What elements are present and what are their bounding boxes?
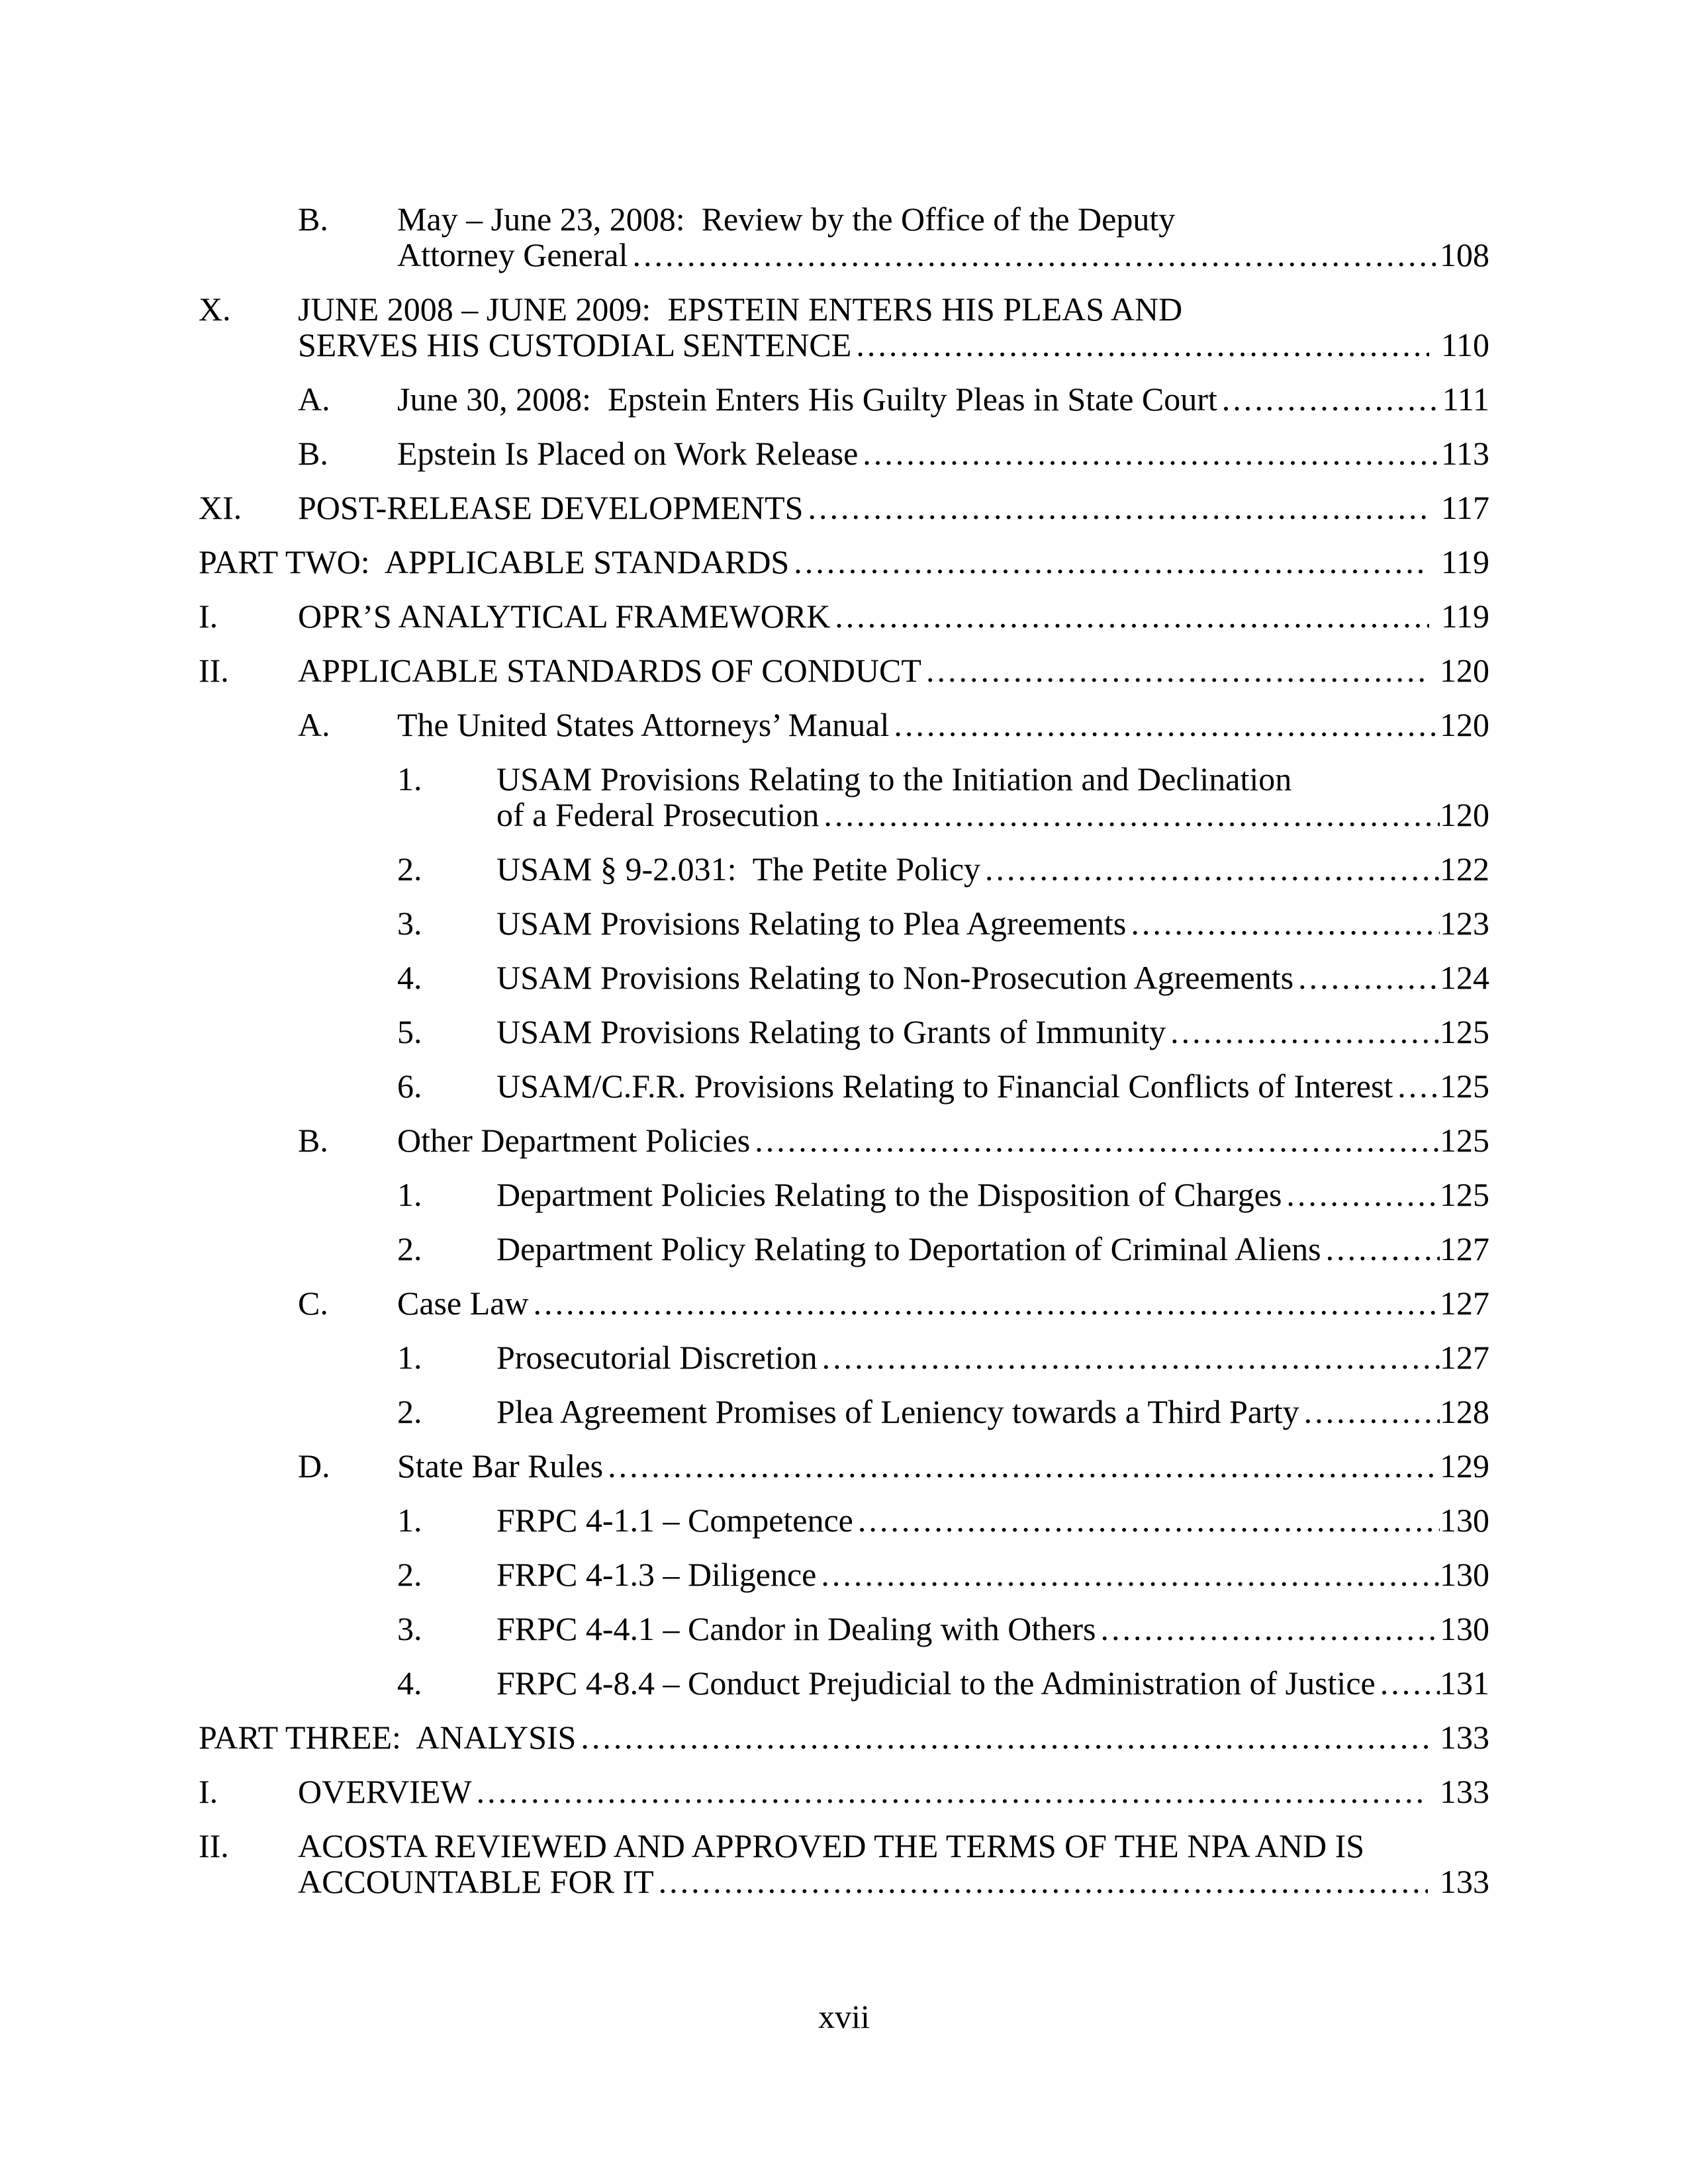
page-footer [0, 1999, 1688, 2034]
toc-entry-line [496, 797, 1489, 833]
toc-entry-line [397, 435, 1489, 471]
toc-entry-line [397, 381, 1489, 417]
toc-entry-body [298, 1828, 1489, 1899]
toc-entry-line [397, 707, 1489, 743]
toc-entry-label: X. [199, 291, 231, 328]
dot-leader [921, 653, 1428, 688]
dot-leader [1321, 1231, 1440, 1267]
dot-leader [889, 707, 1440, 743]
dot-leader [1393, 1068, 1440, 1104]
toc-entry-line: May – June 23, 2008: Review by the Office of the Deputy [397, 201, 1176, 238]
toc-entry [199, 1231, 1489, 1267]
toc-entry-line: JUNE 2008 – JUNE 2009: EPSTEIN ENTERS HIS PLEAS AND [298, 291, 1183, 328]
toc-entry-text: FRPC 4-4.1 – Candor in Dealing with Others [496, 1610, 1096, 1647]
toc-entry-page-number: 117 [1440, 489, 1489, 526]
toc-entry-page-number: 125 [1440, 1068, 1489, 1105]
toc-entry-page-number: 133 [1440, 1719, 1489, 1756]
toc-entry-text: POST-RELEASE DEVELOPMENTS [298, 489, 804, 526]
dot-leader [830, 598, 1429, 634]
toc-entry-body [199, 1719, 1489, 1755]
toc-entry-body [397, 707, 1489, 743]
dot-leader [576, 1719, 1428, 1755]
toc-entry-label: II. [199, 652, 229, 689]
toc-entry-text: The United States Attorneys’ Manual [397, 706, 890, 743]
toc-entry [199, 1122, 1489, 1158]
toc-entry [199, 1665, 1489, 1701]
toc-entry-text: USAM § 9-2.031: The Petite Policy [496, 850, 981, 887]
toc-entry-line [199, 544, 1489, 580]
toc-entry-line: USAM Provisions Relating to the Initiation and Declination [496, 760, 1292, 797]
toc-entry-text: FRPC 4-1.3 – Diligence [496, 1556, 817, 1593]
toc-entry-page-number: 122 [1440, 850, 1489, 887]
dot-leader [819, 797, 1440, 833]
toc-entry-line [298, 598, 1489, 634]
toc-entry-line [496, 851, 1489, 887]
toc-entry-line [298, 327, 1489, 363]
toc-entry-line [496, 1502, 1489, 1538]
toc-entry-text: USAM Provisions Relating to Plea Agreements [496, 905, 1127, 942]
dot-leader [858, 435, 1441, 471]
toc-entry-text: SERVES HIS CUSTODIAL SENTENCE [298, 326, 852, 363]
toc-entry-page-number: 125 [1440, 1122, 1489, 1159]
toc-entry-page-number: 120 [1440, 796, 1489, 833]
toc-entry-line [496, 1068, 1489, 1104]
toc-entry-line [496, 1231, 1489, 1267]
dot-leader [750, 1122, 1440, 1158]
toc-entry-page-number: 119 [1440, 598, 1489, 635]
toc-entry [199, 1340, 1489, 1375]
toc-entry [199, 707, 1489, 743]
dot-leader [1096, 1611, 1440, 1647]
toc-entry-text: USAM/C.F.R. Provisions Relating to Financial Conflicts of Interest [496, 1068, 1393, 1105]
toc-entry-text: PART TWO: APPLICABLE STANDARDS [199, 543, 790, 580]
toc-entry-body [496, 1394, 1489, 1430]
toc-entry-body [496, 1665, 1489, 1701]
toc-entry-page-number: 130 [1440, 1610, 1489, 1647]
toc-entry [199, 761, 1489, 833]
toc-entry-label: 2. [397, 1556, 422, 1593]
toc-entry [199, 435, 1489, 471]
toc-entry-label: B. [298, 201, 328, 238]
toc-entry-page-number: 119 [1440, 543, 1489, 580]
toc-entry-text: Case Law [397, 1285, 529, 1322]
toc-entry-label: C. [298, 1285, 328, 1322]
toc-entry-body [298, 598, 1489, 634]
toc-entry-page-number: 125 [1440, 1013, 1489, 1050]
toc-entry-line [199, 1719, 1489, 1755]
toc-entry-text: Attorney General [397, 236, 628, 273]
toc-entry-label: 4. [397, 1664, 422, 1702]
toc-entry-page-number: 130 [1440, 1556, 1489, 1593]
toc-entry-page-number: 133 [1440, 1773, 1489, 1810]
toc-entry [199, 1068, 1489, 1104]
toc-entry-line [397, 237, 1489, 273]
toc-entry-body [496, 905, 1489, 941]
dot-leader [1166, 1014, 1440, 1050]
toc-entry-text: June 30, 2008: Epstein Enters His Guilty Pleas in State Court [397, 381, 1217, 418]
toc-entry-body [496, 1014, 1489, 1050]
toc-entry [199, 1774, 1489, 1809]
toc-entry [199, 201, 1489, 273]
toc-entry-line [496, 1611, 1489, 1647]
toc-entry-line [397, 1285, 1489, 1321]
dot-leader [803, 490, 1429, 525]
dot-leader [603, 1448, 1440, 1484]
toc-entry-label: XI. [199, 489, 242, 526]
toc-entry-line [496, 1340, 1489, 1375]
dot-leader [789, 544, 1429, 580]
toc-entry-text: FRPC 4-8.4 – Conduct Prejudicial to the Administration of Justice [496, 1664, 1376, 1702]
dot-leader [980, 851, 1440, 887]
toc-entry-body [298, 1774, 1489, 1809]
toc-entry-body [397, 1448, 1489, 1484]
toc-entry-page-number: 127 [1440, 1285, 1489, 1322]
toc-entry-line [298, 1774, 1489, 1809]
toc-entry-body [496, 1557, 1489, 1592]
toc-entry-label: 1. [397, 760, 422, 797]
toc-entry-body [397, 1285, 1489, 1321]
toc-entry [199, 291, 1489, 363]
toc-entry-page-number: 111 [1442, 381, 1489, 418]
toc-entry [199, 905, 1489, 941]
dot-leader [1299, 1394, 1440, 1430]
toc-entry-body [298, 291, 1489, 363]
toc-entry-body [298, 653, 1489, 688]
toc-entry-body [496, 1177, 1489, 1212]
toc-entry-text: OPR’S ANALYTICAL FRAMEWORK [298, 598, 831, 635]
toc-entry-text: Department Policies Relating to the Disposition of Charges [496, 1176, 1282, 1213]
toc-entry-body [496, 1611, 1489, 1647]
toc-entry-line [496, 1557, 1489, 1592]
dot-leader [1376, 1665, 1440, 1701]
toc-entry-text: APPLICABLE STANDARDS OF CONDUCT [298, 652, 921, 689]
toc-entry-body [397, 381, 1489, 417]
toc-entry [199, 653, 1489, 688]
toc-entry [199, 1557, 1489, 1592]
toc-entry [199, 1828, 1489, 1899]
toc-entry-text: Department Policy Relating to Deportation of Criminal Aliens [496, 1230, 1321, 1267]
dot-leader [1293, 960, 1440, 995]
toc-entry-page-number: 120 [1440, 706, 1489, 743]
toc-entry-text: Epstein Is Placed on Work Release [397, 435, 859, 472]
toc-entry-page-number: 128 [1440, 1393, 1489, 1430]
toc-entry [199, 851, 1489, 887]
toc-entry-label: 3. [397, 1610, 422, 1647]
table-of-contents [199, 201, 1489, 1899]
toc-entry-label: 1. [397, 1502, 422, 1539]
toc-entry-label: I. [199, 598, 218, 635]
dot-leader [654, 1864, 1428, 1899]
toc-entry-page-number: 127 [1440, 1230, 1489, 1267]
toc-entry-page-number: 125 [1440, 1176, 1489, 1213]
toc-entry-text: of a Federal Prosecution [496, 796, 820, 833]
toc-entry [199, 544, 1489, 580]
toc-entry-line [298, 1864, 1489, 1899]
toc-entry-line [496, 905, 1489, 941]
toc-entry-page-number: 127 [1440, 1339, 1489, 1376]
toc-entry [199, 1177, 1489, 1212]
toc-entry-text: Other Department Policies [397, 1122, 751, 1159]
toc-entry-label: B. [298, 435, 328, 472]
toc-entry-line [496, 1665, 1489, 1701]
toc-entry-body [496, 851, 1489, 887]
toc-entry-line [397, 1448, 1489, 1484]
toc-entry-line [496, 1014, 1489, 1050]
toc-entry-body [496, 1068, 1489, 1104]
toc-entry-text: USAM Provisions Relating to Grants of Immunity [496, 1013, 1166, 1050]
toc-entry [199, 1448, 1489, 1484]
toc-entry [199, 1502, 1489, 1538]
dot-leader [472, 1774, 1428, 1809]
toc-entry-line [397, 1122, 1489, 1158]
dot-leader [853, 1502, 1440, 1538]
toc-entry [199, 1611, 1489, 1647]
toc-entry-text: USAM Provisions Relating to Non-Prosecution Agreements [496, 959, 1294, 996]
toc-entry-body [397, 1122, 1489, 1158]
toc-entry-label: II. [199, 1827, 229, 1864]
toc-entry [199, 1285, 1489, 1321]
toc-entry-label: 4. [397, 959, 422, 996]
toc-entry-text: FRPC 4-1.1 – Competence [496, 1502, 853, 1539]
toc-entry-label: A. [298, 706, 330, 743]
dot-leader [816, 1557, 1440, 1592]
toc-entry-line [496, 1177, 1489, 1212]
toc-entry [199, 598, 1489, 634]
toc-entry-line [496, 1394, 1489, 1430]
toc-entry-body [298, 490, 1489, 525]
toc-entry-page-number: 123 [1440, 905, 1489, 942]
toc-entry-text: PART THREE: ANALYSIS [199, 1719, 577, 1756]
toc-entry-label: 2. [397, 1230, 422, 1267]
toc-entry-page-number: 130 [1440, 1502, 1489, 1539]
toc-entry-line [298, 490, 1489, 525]
toc-entry-label: 2. [397, 1393, 422, 1430]
toc-entry-text: State Bar Rules [397, 1447, 604, 1484]
toc-entry-text: OVERVIEW [298, 1773, 472, 1810]
toc-entry [199, 490, 1489, 525]
toc-entry-label: 5. [397, 1013, 422, 1050]
toc-entry [199, 1014, 1489, 1050]
toc-entry-body [496, 761, 1489, 833]
toc-entry-page-number: 133 [1440, 1863, 1489, 1900]
toc-entry-page-number: 131 [1440, 1664, 1489, 1702]
dot-leader [851, 327, 1429, 363]
toc-entry-body [199, 544, 1489, 580]
page-number: xvii [818, 1998, 870, 2035]
toc-entry [199, 960, 1489, 995]
toc-entry [199, 381, 1489, 417]
toc-entry-label: B. [298, 1122, 328, 1159]
toc-entry-label: 1. [397, 1176, 422, 1213]
toc-entry-label: A. [298, 381, 330, 418]
toc-entry-label: D. [298, 1447, 330, 1484]
toc-entry-text: Plea Agreement Promises of Leniency towards a Third Party [496, 1393, 1299, 1430]
toc-entry-body [496, 1231, 1489, 1267]
dot-leader [1217, 381, 1442, 417]
toc-entry [199, 1719, 1489, 1755]
toc-entry-label: I. [199, 1773, 218, 1810]
toc-entry-line [298, 653, 1489, 688]
dot-leader [529, 1285, 1440, 1321]
toc-entry-page-number: 124 [1440, 959, 1489, 996]
toc-entry-body [496, 1502, 1489, 1538]
toc-entry-label: 3. [397, 905, 422, 942]
toc-entry [199, 1394, 1489, 1430]
toc-entry-label: 2. [397, 850, 422, 887]
toc-entry-body [397, 435, 1489, 471]
toc-entry-body [496, 960, 1489, 995]
toc-entry-page-number: 110 [1440, 326, 1489, 363]
toc-entry-label: 6. [397, 1068, 422, 1105]
dot-leader [1126, 905, 1440, 941]
toc-entry-page-number: 129 [1440, 1447, 1489, 1484]
toc-entry-body [397, 201, 1489, 273]
toc-entry-page-number: 120 [1440, 652, 1489, 689]
toc-entry-text: ACCOUNTABLE FOR IT [298, 1863, 654, 1900]
toc-entry-page-number: 108 [1440, 236, 1489, 273]
toc-entry-line [496, 960, 1489, 995]
toc-entry-line: ACOSTA REVIEWED AND APPROVED THE TERMS OF THE NPA AND IS [298, 1827, 1365, 1864]
dot-leader [628, 237, 1440, 273]
toc-entry-text: Prosecutorial Discretion [496, 1339, 818, 1376]
toc-entry-label: 1. [397, 1339, 422, 1376]
dot-leader [1282, 1177, 1440, 1212]
toc-entry-page-number: 113 [1440, 435, 1489, 472]
dot-leader [818, 1340, 1440, 1375]
toc-entry-body [496, 1340, 1489, 1375]
